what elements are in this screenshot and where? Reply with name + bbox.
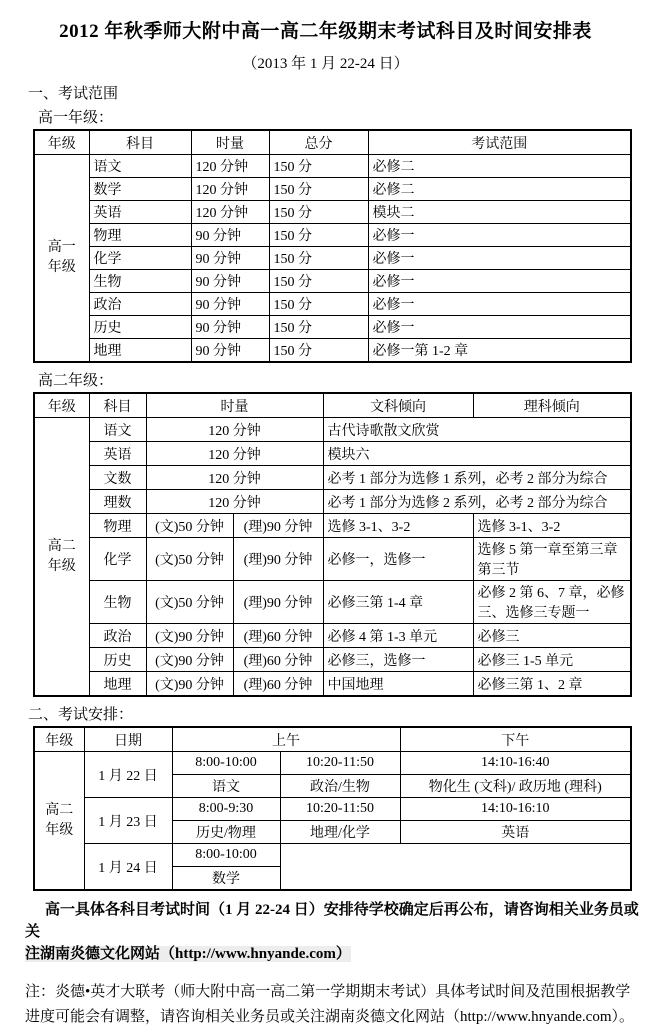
- grade-cell: [34, 418, 89, 697]
- table1-row: [34, 247, 631, 270]
- subject-cell: 历史/物理: [172, 821, 280, 844]
- scope-liberal-cell: 选修 3-1、3-2: [323, 514, 473, 538]
- subject-cell: 生物: [89, 581, 146, 624]
- header-scope: 考试范围: [368, 130, 631, 155]
- score-cell: 150 分: [269, 293, 368, 316]
- duration-cell: 120 分钟: [146, 418, 323, 442]
- exam-schedule-table: [33, 726, 632, 891]
- score-cell: 150 分: [269, 270, 368, 293]
- subject-cell: 化学: [89, 247, 191, 270]
- grade1-scope-table: [33, 129, 632, 363]
- header-morning: 上午: [172, 727, 400, 752]
- duration-liberal-cell: (文)50 分钟: [146, 514, 233, 538]
- time-cell: 10:20-11:50: [280, 798, 400, 821]
- scope-cell: 必修一: [368, 316, 631, 339]
- subject-cell: 理数: [89, 490, 146, 514]
- subject-cell: 英语: [89, 442, 146, 466]
- scope-liberal-cell: 中国地理: [323, 672, 473, 697]
- score-cell: 150 分: [269, 178, 368, 201]
- header-afternoon: 下午: [400, 727, 631, 752]
- table1-row: [34, 270, 631, 293]
- scope-cell: 必修一: [368, 247, 631, 270]
- scope-liberal-cell: 必修 4 第 1-3 单元: [323, 624, 473, 648]
- header-grade: 年级: [34, 393, 89, 418]
- grade1-label: 高一年级：: [38, 110, 114, 126]
- duration-cell: 90 分钟: [191, 224, 269, 247]
- grade-cell-label: 高二年级: [45, 802, 74, 838]
- scope-cell: 必修一第 1-2 章: [368, 339, 631, 363]
- duration-cell: 90 分钟: [191, 339, 269, 363]
- table1-row: [34, 155, 631, 178]
- duration-science-cell: (理)60 分钟: [233, 648, 323, 672]
- table1-row: [34, 224, 631, 247]
- score-cell: 150 分: [269, 339, 368, 363]
- note-line1: 高一具体各科目考试时间（1 月 22-24 日）安排待学校确定后再公布，请咨询相关业务员或关: [25, 902, 639, 940]
- table3-header-row: [34, 727, 631, 752]
- table2-row: [34, 648, 631, 672]
- scope-cell: 必考 1 部分为选修 2 系列，必考 2 部分为综合: [323, 490, 631, 514]
- subject-cell: 地理/化学: [280, 821, 400, 844]
- table3-row: [34, 798, 631, 821]
- time-cell: 8:00-9:30: [172, 798, 280, 821]
- subject-cell: 语文: [172, 775, 280, 798]
- page-subtitle: （2013 年 1 月 22-24 日）: [242, 56, 409, 72]
- scope-science-cell: 选修 3-1、3-2: [473, 514, 631, 538]
- subject-cell: 数学: [89, 178, 191, 201]
- header-grade: 年级: [34, 130, 89, 155]
- subject-cell: 语文: [89, 155, 191, 178]
- duration-liberal-cell: (文)50 分钟: [146, 538, 233, 581]
- page-title: 2012 年秋季师大附中高一高二年级期末考试科目及时间安排表: [59, 21, 592, 42]
- subject-cell: 物理: [89, 514, 146, 538]
- duration-cell: 120 分钟: [191, 155, 269, 178]
- document-page: [0, 16, 651, 1025]
- duration-cell: 90 分钟: [191, 316, 269, 339]
- header-duration: 时量: [146, 393, 323, 418]
- date-cell: 1 月 22 日: [84, 752, 172, 798]
- subject-cell: 文数: [89, 466, 146, 490]
- date-cell: 1 月 24 日: [84, 844, 172, 891]
- header-science: 理科倾向: [473, 393, 631, 418]
- table2-row: [34, 624, 631, 648]
- duration-liberal-cell: (文)90 分钟: [146, 672, 233, 697]
- table1-row: [34, 293, 631, 316]
- duration-science-cell: (理)90 分钟: [233, 581, 323, 624]
- scope-cell: 必修二: [368, 178, 631, 201]
- section2-heading: 二、考试安排：: [28, 707, 134, 723]
- subject-cell: 生物: [89, 270, 191, 293]
- scope-science-cell: 必修三第 1、2 章: [473, 672, 631, 697]
- duration-liberal-cell: (文)50 分钟: [146, 581, 233, 624]
- adjustment-note: 注：炎德•英才大联考（师大附中高一高二第一学期期末考试）具体考试时间及范围根据教学进度可能会有调整，请咨询相关业务员或关注湖南炎德文化网站（http://www.hnyande.com）。: [25, 984, 635, 1025]
- duration-science-cell: (理)60 分钟: [233, 624, 323, 648]
- header-liberal-arts: 文科倾向: [323, 393, 473, 418]
- time-cell: 8:00-10:00: [172, 844, 280, 867]
- duration-cell: 120 分钟: [191, 201, 269, 224]
- duration-cell: 90 分钟: [191, 270, 269, 293]
- grade2-label: 高二年级：: [38, 373, 114, 389]
- scope-cell: 必修一: [368, 293, 631, 316]
- table1-row: [34, 178, 631, 201]
- scope-cell: 模块六: [323, 442, 631, 466]
- duration-cell: 120 分钟: [191, 178, 269, 201]
- grade-cell: [34, 752, 84, 891]
- duration-cell: 90 分钟: [191, 247, 269, 270]
- scope-liberal-cell: 必修一，选修一: [323, 538, 473, 581]
- time-cell: 14:10-16:40: [400, 752, 631, 775]
- grade2-scope-table: [33, 392, 632, 697]
- table1-header-row: [34, 130, 631, 155]
- subject-cell: 英语: [400, 821, 631, 844]
- subject-cell: 语文: [89, 418, 146, 442]
- grade-cell-label: 高一年级: [47, 240, 76, 275]
- duration-science-cell: (理)90 分钟: [233, 514, 323, 538]
- table3-row: [34, 752, 631, 775]
- duration-science-cell: (理)60 分钟: [233, 672, 323, 697]
- empty-cell: [280, 844, 631, 891]
- score-cell: 150 分: [269, 155, 368, 178]
- duration-cell: 120 分钟: [146, 442, 323, 466]
- score-cell: 150 分: [269, 316, 368, 339]
- grade-cell-label: 高二年级: [47, 538, 76, 574]
- scope-cell: 必修二: [368, 155, 631, 178]
- subject-cell: 地理: [89, 672, 146, 697]
- note-line2-website: 注湖南炎德文化网站（http://www.hnyande.com）: [25, 946, 351, 962]
- duration-cell: 120 分钟: [146, 490, 323, 514]
- scope-science-cell: 选修 5 第一章至第三章第三节: [473, 538, 631, 581]
- header-grade: 年级: [34, 727, 84, 752]
- duration-science-cell: (理)90 分钟: [233, 538, 323, 581]
- header-score: 总分: [269, 130, 368, 155]
- scope-liberal-cell: 必修三第 1-4 章: [323, 581, 473, 624]
- table2-row: [34, 418, 631, 442]
- score-cell: 150 分: [269, 224, 368, 247]
- subject-cell: 历史: [89, 648, 146, 672]
- subject-cell: 历史: [89, 316, 191, 339]
- header-duration: 时量: [191, 130, 269, 155]
- duration-cell: 120 分钟: [146, 466, 323, 490]
- table2-row: [34, 538, 631, 581]
- duration-liberal-cell: (文)90 分钟: [146, 648, 233, 672]
- subject-cell: 化学: [89, 538, 146, 581]
- subject-cell: 物理: [89, 224, 191, 247]
- header-date: 日期: [84, 727, 172, 752]
- score-cell: 150 分: [269, 201, 368, 224]
- scope-cell: 必修一: [368, 270, 631, 293]
- table2-row: [34, 466, 631, 490]
- table1-row: [34, 201, 631, 224]
- scope-science-cell: 必修三: [473, 624, 631, 648]
- table2-row: [34, 442, 631, 466]
- scope-cell: 模块二: [368, 201, 631, 224]
- time-cell: 10:20-11:50: [280, 752, 400, 775]
- table3-row: [34, 844, 631, 867]
- subject-cell: 物化生 (文科)/ 政历地 (理科): [400, 775, 631, 798]
- scope-cell: 古代诗歌散文欣赏: [323, 418, 631, 442]
- scope-cell: 必修一: [368, 224, 631, 247]
- time-cell: 14:10-16:10: [400, 798, 631, 821]
- duration-cell: 90 分钟: [191, 293, 269, 316]
- section1-heading: 一、考试范围: [28, 86, 119, 102]
- scope-liberal-cell: 必修三，选修一: [323, 648, 473, 672]
- grade1-schedule-note: [25, 899, 645, 965]
- score-cell: 150 分: [269, 247, 368, 270]
- table2-row: [34, 581, 631, 624]
- grade-cell: [34, 155, 89, 363]
- table2-header-row: [34, 393, 631, 418]
- subject-cell: 政治/生物: [280, 775, 400, 798]
- table1-row: [34, 316, 631, 339]
- date-cell: 1 月 23 日: [84, 798, 172, 844]
- header-subject: 科目: [89, 393, 146, 418]
- table2-row: [34, 672, 631, 697]
- scope-science-cell: 必修 2 第 6、7 章，必修三、选修三专题一: [473, 581, 631, 624]
- subject-cell: 英语: [89, 201, 191, 224]
- time-cell: 8:00-10:00: [172, 752, 280, 775]
- duration-liberal-cell: (文)90 分钟: [146, 624, 233, 648]
- scope-science-cell: 必修三 1-5 单元: [473, 648, 631, 672]
- subject-cell: 政治: [89, 624, 146, 648]
- table2-row: [34, 514, 631, 538]
- subject-cell: 数学: [172, 867, 280, 891]
- subject-cell: 政治: [89, 293, 191, 316]
- header-subject: 科目: [89, 130, 191, 155]
- table2-row: [34, 490, 631, 514]
- subject-cell: 地理: [89, 339, 191, 363]
- table1-row: [34, 339, 631, 363]
- scope-cell: 必考 1 部分为选修 1 系列，必考 2 部分为综合: [323, 466, 631, 490]
